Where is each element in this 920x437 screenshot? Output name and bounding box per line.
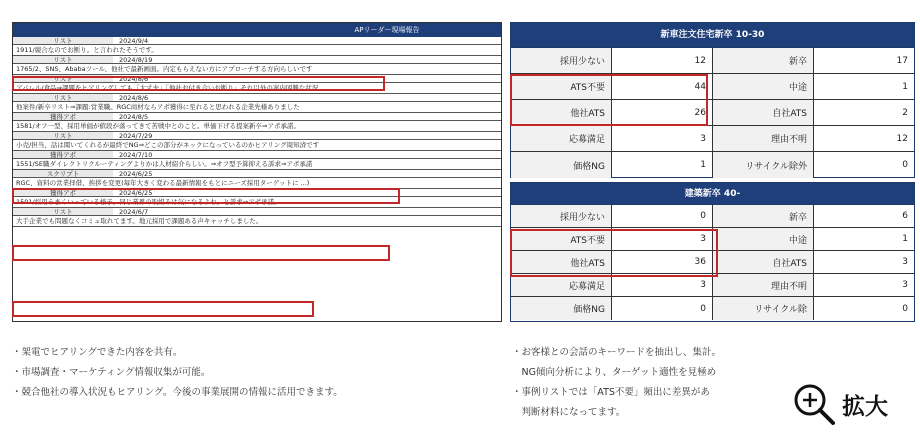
table2-value-cell: 6 <box>902 211 908 221</box>
table2-row <box>511 274 914 297</box>
table2-label-cell: 中途 <box>713 228 814 250</box>
table1-highlight <box>510 74 708 126</box>
report-row-tag: リスト <box>13 37 113 44</box>
table2-label-cell: 採用少ない <box>511 205 612 227</box>
table1-row <box>511 152 914 178</box>
table1-value-cell: 0 <box>902 160 908 170</box>
report-title: APリーダー現場報告 <box>13 23 501 37</box>
bullet-right-4: 判断材料になってます。 <box>512 407 626 418</box>
table1-label-cell: リサイクル除外 <box>713 152 814 178</box>
report-row-date: 2024/8/5 <box>119 113 149 121</box>
bullets-left <box>12 343 343 403</box>
table1-value-cell: 17 <box>896 55 908 66</box>
table1-value-cell: 2 <box>902 107 908 118</box>
report-row-meta <box>13 132 501 140</box>
report-row-tag: 獲得アポ <box>13 151 113 158</box>
table1-value-cell: 26 <box>612 100 713 125</box>
table2-value-cell: 0 <box>612 297 713 320</box>
report-row-date: 2024/9/4 <box>119 37 149 45</box>
bullet-right-2: NG傾向分析により、ターゲット適性を見極め <box>512 367 717 378</box>
report-highlight-3 <box>12 245 390 261</box>
table1-value-cell: 12 <box>896 133 908 144</box>
report-row-tag: スクリプト <box>13 170 113 177</box>
report-row-date: 2024/8/19 <box>119 56 153 64</box>
bullet-right-3: ・事例リストでは「ATS不要」頻出に差異があ <box>512 387 710 398</box>
table1-label-cell: 中途 <box>713 74 814 99</box>
report-highlight-2 <box>12 188 400 204</box>
table1-label-cell: 応募満足 <box>511 126 612 151</box>
report-row-meta <box>13 37 501 45</box>
table2-value-cell: 0 <box>612 205 713 227</box>
field-report-sheet <box>12 22 502 322</box>
table1-value-cell: 3 <box>612 126 713 151</box>
bullets-right <box>512 343 787 423</box>
report-row-memo: 1911/競合なのでお断り。と言われたそうです。 <box>13 45 501 56</box>
table1-value-cell: 1 <box>902 81 908 92</box>
bullet-left-2: ・市場調査・マーケティング情報収集が可能。 <box>12 367 211 378</box>
report-row-date: 2024/6/25 <box>119 170 153 178</box>
report-row-memo: 他案件/新卒リスト⇒課題:営業職。RGC商材ならアポ獲得に至れると思われる企業先様ありました <box>13 102 501 113</box>
table2-value-cell: 3 <box>612 228 713 250</box>
report-row-meta <box>13 170 501 178</box>
table2-value-cell: 36 <box>612 251 713 273</box>
report-row-date: 2024/7/29 <box>119 132 153 140</box>
table1-label-cell: 自社ATS <box>713 100 814 125</box>
table2-label-cell: 応募満足 <box>511 274 612 296</box>
table2-highlight <box>510 229 718 277</box>
report-row-memo: 1581/オフ一型、採用単価が値段が落ってきて苦戦中とのこと。単価下げる提案新卒⇒アポ承諾。 <box>13 121 501 132</box>
table2-label-cell: 自社ATS <box>713 251 814 273</box>
report-row-tag: リスト <box>13 132 113 139</box>
report-row-date: 2024/7/10 <box>119 151 153 159</box>
report-row-memo: 1501/採用うまくいっている様子。同じ業界の取組みは気になるよね。と訴求⇒アポ承諾。 <box>13 197 501 208</box>
table1-label-cell: 他社ATS <box>511 100 612 125</box>
report-row-date: 2024/6/25 <box>119 189 153 197</box>
table1-value-cell: 44 <box>612 74 713 99</box>
table2-label-cell: ATS不要 <box>511 228 612 250</box>
table2-label-cell: 価格NG <box>511 297 612 320</box>
report-row-meta <box>13 113 501 121</box>
zoom-label: 拡大 <box>842 393 888 420</box>
report-row-meta <box>13 94 501 102</box>
table1-label-cell: 価格NG <box>511 152 612 178</box>
table2-label-cell: 新卒 <box>713 205 814 227</box>
table1-value-cell: 1 <box>612 152 713 178</box>
report-row-tag: リスト <box>13 56 113 63</box>
table1-label-cell: 新卒 <box>713 48 814 73</box>
table2-label-cell: リサイクル除 <box>713 297 814 320</box>
report-row-memo: アパレル/食品⇒課題をヒアリングしても「大丈夫」「他社お付き合いお断り」それ以外の案内困難な状況 <box>13 83 501 94</box>
report-row-tag: リスト <box>13 75 113 82</box>
report-row-memo: 1551/SE職ダイレクトリクルーティングよりかは人材紹介らしい。⇒オフ型予算抑える訴求⇒アポ承諾 <box>13 159 501 170</box>
table2-title: 建築新卒 40- <box>511 183 914 205</box>
table2-label-cell: 理由不明 <box>713 274 814 296</box>
magnifier-plus-icon <box>792 382 836 426</box>
report-highlight-4 <box>12 301 314 317</box>
table2-value-cell: 3 <box>612 274 713 296</box>
zoom-button[interactable] <box>792 382 888 426</box>
bullet-left-3: ・競合他社の導入状況もヒアリング。今後の事業展開の情報に活用できます。 <box>12 387 343 398</box>
table2-value-cell: 1 <box>902 234 908 244</box>
report-highlight-1 <box>12 76 385 91</box>
table1-value-cell: 12 <box>612 48 713 73</box>
table1-label-cell: ATS不要 <box>511 74 612 99</box>
table1-label-cell: 理由不明 <box>713 126 814 151</box>
table2-row <box>511 297 914 320</box>
table2-label-cell: 他社ATS <box>511 251 612 273</box>
table1-label-cell: 採用少ない <box>511 48 612 73</box>
report-row-memo: 小売/担当、話は聞いてくれるが最終でNG⇒どこの部分がネックになっているのかヒアリング周知済です <box>13 140 501 151</box>
table2-value-cell: 0 <box>902 303 908 314</box>
report-row-tag: リスト <box>13 94 113 101</box>
table1-title: 新車注文住宅新卒 10-30 <box>511 23 914 48</box>
table1-row <box>511 126 914 152</box>
report-row-tag: 獲得アポ <box>13 189 113 196</box>
bullet-right-1: ・お客様との会話のキーワードを抽出し、集計。 <box>512 347 722 358</box>
report-row-date: 2024/6/7 <box>119 208 149 216</box>
report-row-tag: 獲得アポ <box>13 113 113 120</box>
table1-row <box>511 48 914 74</box>
table2-value-cell: 3 <box>902 280 908 290</box>
table2-row <box>511 205 914 228</box>
report-row-date: 2024/8/6 <box>119 75 149 83</box>
bullet-left-1: ・架電でヒアリングできた内容を共有。 <box>12 347 183 358</box>
report-row-meta <box>13 151 501 159</box>
table2-value-cell: 3 <box>902 257 908 267</box>
report-row-memo: 1765/2、SNS、Ababaツール、他社で最新画面。内定もらえない方にアプローチする方向らしいです <box>13 64 501 75</box>
report-row-memo: RGC、資料の営業拝借、挨拶を変更(毎年大きく変わる最新情報をもとにニーズ採用ターゲットに ...) <box>13 178 501 189</box>
report-row-tag: リスト <box>13 208 113 215</box>
report-row-meta <box>13 56 501 64</box>
report-row-memo: 大手企業でも問題なくコミュ取れてます。地元採用で課題ある声キャッチしました。 <box>13 216 501 227</box>
report-row-date: 2024/8/6 <box>119 94 149 102</box>
report-row-meta <box>13 208 501 216</box>
